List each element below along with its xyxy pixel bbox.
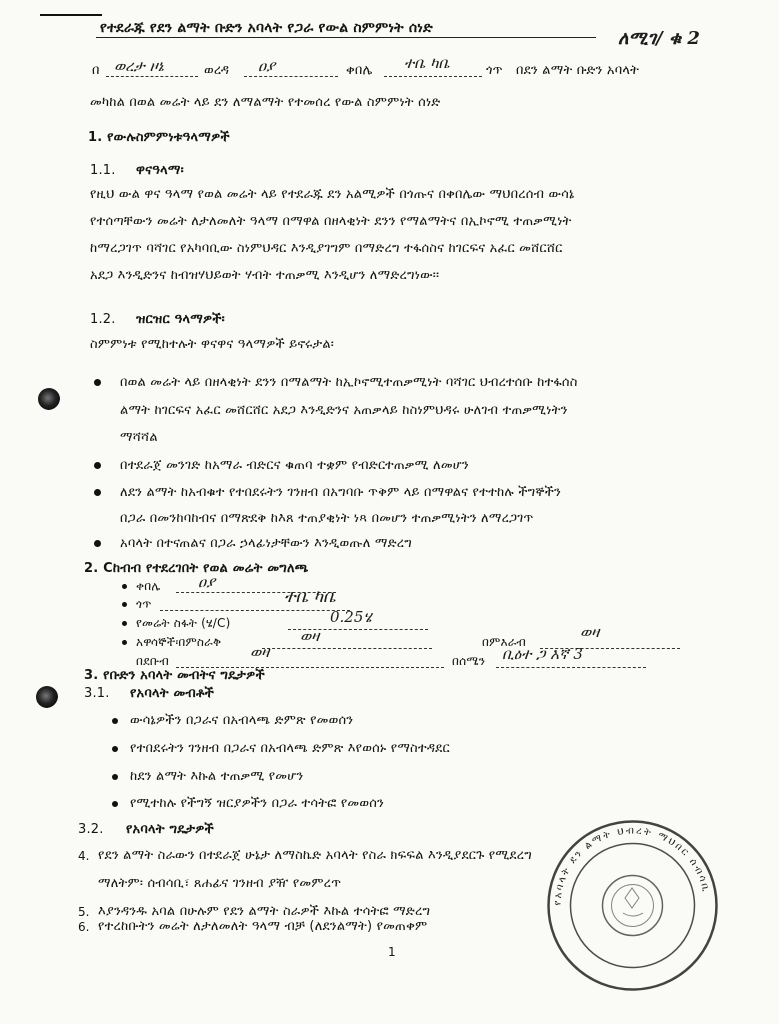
bullet-dot	[94, 462, 101, 469]
page-number: 1	[388, 945, 396, 959]
zone-line	[106, 76, 198, 77]
s2-east-label: አዋሳኞች፡በምስራቅ	[136, 635, 222, 649]
bullet-dot	[112, 746, 118, 752]
s11-title: ዋናዓላማ፡	[136, 163, 184, 178]
svg-text:የአባላት ደን ልማት ህብረት ማህበር ሰብሳቢ	[552, 825, 711, 905]
s2-north-line	[496, 667, 646, 668]
s11-number: 1.1.	[90, 163, 116, 178]
margin-mark	[40, 14, 102, 16]
s12-bullet-3-line-1: ለደን ልማት ከአብቁተ የተበደሩትን ገንዘብ በአግባቡ ጥቅም ላይ በማዋልና የተተከሉ ችግኞችን	[120, 485, 562, 500]
s2-east-line	[262, 648, 432, 649]
s2-got-line	[160, 610, 350, 611]
s2-east-hw: ወዛ	[300, 627, 320, 645]
s11-line-2: የተሰጣቸውን መሬት ለታለመለት ዓላማ በማዋል በዘላቂነት ደንን የማልማትና በኢኮኖሚ ተጠቃሚነት	[90, 214, 572, 229]
duty-6-line: የተረከቡትን መሬት ለታለመለት ዓላማ ብቻ (ለደንልማት) የመጠቀም	[98, 919, 428, 934]
s31-right-1: ውሳኔዎችን በጋራና በአብላጫ ድምጽ የመወሰን	[130, 713, 354, 728]
s32-title: የአባላት ግዴታዎች	[126, 822, 214, 837]
woreda-label: ወረዳ	[204, 63, 230, 78]
s12-bullet-1-line-2: ልማት ከገርፍና አፈር መሸርሸር አደጋ እንዲድንና አጠቃላይ ከስነምህዳሩ ሁለገብ ተጠቃሚነትን	[120, 403, 568, 418]
stamp-text: የአባላት ደን ልማት ህብረት ማህበር ሰብሳቢ	[552, 825, 712, 906]
kebele-line	[384, 76, 482, 77]
bullet-dot	[112, 801, 118, 807]
document-title: የተደራጁ የደን ልማት ቡድን አባላት የጋራ የውል ስምምነት ሰነድ	[100, 20, 433, 36]
kebele-label: ቀበሌ	[346, 63, 373, 78]
s2-south-hw: ወዛ	[250, 643, 270, 661]
duty-4-number: 4.	[78, 849, 90, 863]
bullet-dot	[112, 774, 118, 780]
s12-intro: ስምምነቱ የሚከተሉት ዋናዋና ዓላማዎች ይኖሩታል፡	[90, 337, 335, 352]
hw-zone: ወረታ ዞኔ	[114, 57, 164, 75]
hw-kebele: ተቤ ካቤ	[404, 54, 450, 72]
bullet-dot	[94, 489, 101, 496]
s12-number: 1.2.	[90, 312, 116, 327]
bullet-dot	[122, 621, 127, 626]
s2-got-hw: ተቤ ካቤ	[284, 587, 336, 607]
punch-hole	[36, 686, 58, 708]
s2-north-label: በሰሜን	[452, 654, 486, 668]
bullet-dot	[94, 540, 101, 547]
duty-4-line-1: የደን ልማት ስራውን በተደራጀ ሁኔታ ለማስኬድ አባላት የስራ ክፍፍል እንዲያደርጉ የሚደረግ	[98, 848, 532, 863]
corner-handwritten-note: ለሚገ/ ቁ 2	[618, 28, 700, 49]
s2-west-hw: ወዛ	[580, 623, 600, 641]
duty-4-line-2: ማለትም፡ ሰብሳቢ፣ ጸሐፊና ገንዘብ ያዥ የመምረጥ	[98, 876, 342, 891]
s2-kebele-label: ቀበሌ	[136, 579, 161, 593]
bullet-dot	[94, 379, 101, 386]
bullet-dot	[122, 602, 127, 607]
intro-tail: በደን ልማት ቡድን አባላት	[516, 63, 640, 78]
s11-line-1: የዚህ ውል ዋና ዓላማ የወል መሬት ላይ የተደራጁ ደን አልሚዎች በጎጡና በቀበሌው ማህበረሰብ ውሳኔ	[90, 187, 575, 202]
duty-5-line: እያንዳንዱ አባል በሁሉም የደን ልማት ስራዎች እኩል ተሳትፎ ማድረግ	[98, 904, 431, 919]
intro-pre: በ	[92, 63, 100, 78]
s2-got-label: ጎጥ	[136, 597, 152, 611]
punch-hole	[38, 388, 60, 410]
duty-6-number: 6.	[78, 920, 90, 934]
section2-heading: 2. Cከብብ የተደረገበት የወል መሬት መግለጫ	[84, 561, 309, 576]
intro-line-2: መካከል በወል መሬት ላይ ደን ለማልማት የተመሰረ የውል ስምምነት ሰነድ	[90, 95, 441, 110]
s11-line-4: አደጋ እንዲድንና ከብዝሃህይወት ሃብት ተጠቃሚ እንዲሆን ለማድረግነው፡፡	[90, 268, 440, 283]
woreda-line	[244, 76, 338, 77]
got-label: ጎጥ	[486, 63, 503, 78]
s12-bullet-1-line-1: በወል መሬት ላይ በዘላቂነት ደንን በማልማት ከኢኮኖሚተጠቃሚነት ባሻገር ህብረተሰቡ ከተፋሰስ	[120, 375, 578, 390]
title-underline	[96, 37, 596, 38]
s31-right-2: የተበደሩትን ገንዘብ በጋራና በአብላጫ ድምጽ እየወሰኑ የማስተዳደር	[130, 741, 450, 756]
bullet-dot	[122, 584, 127, 589]
bullet-dot	[112, 718, 118, 724]
s2-kebele-hw: ዐያ	[198, 573, 216, 591]
s12-title: ዝርዝር ዓላማዎች፡	[136, 312, 225, 327]
s12-bullet-1-line-3: ማሻሻል	[120, 430, 158, 445]
s12-bullet-3-line-2: በጋራ በመንከባከብና በማጽደቅ ከእጸ ተጠያቂነት ነጻ በመሆን ተጠቃሚነትን ለማረጋገጥ	[120, 511, 534, 526]
s31-number: 3.1.	[84, 686, 110, 701]
s2-area-hw: 0.25ሄ	[330, 608, 372, 626]
section3-heading: 3. የቡድን አባላት መብትና ግዴታዎች	[84, 668, 265, 683]
bullet-dot	[122, 640, 127, 645]
s2-area-label: የመሬት ስፋት (ሄ/C)	[136, 616, 231, 630]
duty-5-number: 5.	[78, 905, 90, 919]
s31-right-3: ከደን ልማት እኩል ተጠቃሚ የመሆን	[130, 769, 304, 784]
s2-west-label: በምእራብ	[482, 635, 526, 649]
section1-heading: 1. የውሉስምምነቱዓላማዎች	[88, 130, 230, 145]
official-stamp	[545, 818, 720, 993]
s32-number: 3.2.	[78, 822, 104, 837]
s11-line-3: ከማረጋገጥ ባሻገር የአካባቢው ስነምህዳር እንዲያገግም በማድረግ ተፋሰስና ከገርፍና አፈር መሸርሸር	[90, 241, 563, 256]
s31-right-4: የሚተከሉ የችግኝ ዝርያዎችን በጋራ ተሳትፎ የመወሰን	[130, 796, 385, 811]
s2-south-label: በደቡብ	[136, 654, 170, 668]
s12-bullet-2: በተደራጀ መንገድ ከአማራ ብድርና ቁጠባ ተቋም የብድርተጠቃሚ ለመሆን	[120, 458, 469, 473]
s31-title: የአባላት መብቶች	[130, 686, 215, 701]
s12-bullet-4: አባላት በተናጠልና በጋራ ኃላፊነታቸውን እንዲወጡለ ማድረግ	[120, 536, 412, 551]
s2-north-hw: ቢዕተ ጋ እኛ 3	[502, 645, 583, 663]
hw-woreda: ዐያ	[258, 57, 276, 75]
